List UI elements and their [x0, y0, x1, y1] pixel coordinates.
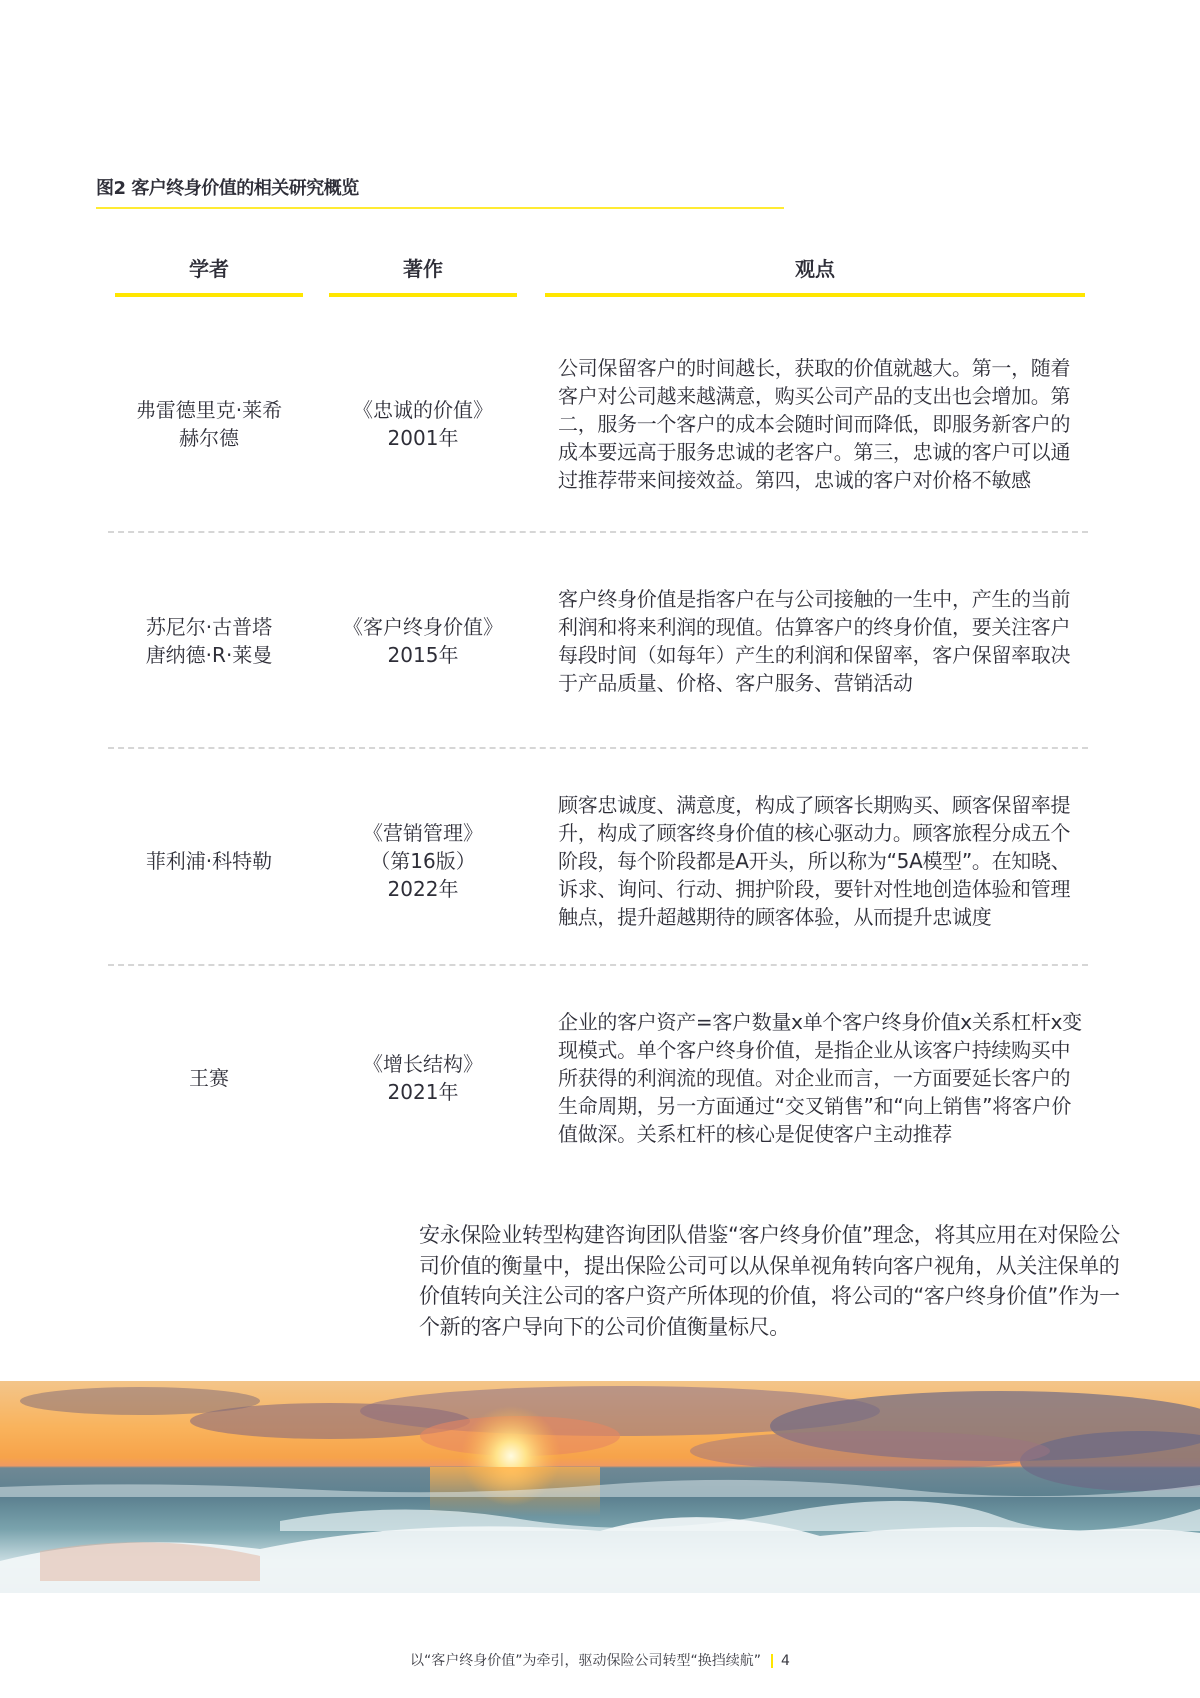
row-divider — [108, 747, 1088, 749]
footer-text: 以“客户终身价值”为牵引，驱动保险公司转型“换挡续航” — [410, 1653, 762, 1669]
header-underline — [329, 293, 517, 297]
table-row — [0, 994, 1200, 1162]
scholar-name: 弗雷德里克·莱希 — [135, 398, 283, 422]
view-cell: 公司保留客户的时间越长，获取的价值就越大。第一，随着客户对公司越来越满意，购买公司产品的支出也会增加。第二，服务一个客户的成本会随时间而降低，即服务新客户的成本要远高于服务忠诚的老客户。第三，忠诚的客户可以通过推荐带来间接效益。第四，忠诚的客户对价格不敏感 — [558, 356, 1071, 492]
work-cell — [329, 819, 517, 903]
work-year: 2001年 — [387, 426, 459, 450]
scholar-name: 赫尔德 — [179, 426, 239, 450]
work-title: 《忠诚的价值》 — [353, 398, 493, 422]
scholar-cell — [115, 1064, 303, 1092]
table-row — [0, 777, 1200, 945]
scholar-cell — [115, 847, 303, 875]
header-underline — [115, 293, 303, 297]
view-cell: 客户终身价值是指客户在与公司接触的一生中，产生的当前利润和将来利润的现值。估算客户的终身价值，要关注客户每段时间（如每年）产生的利润和保留率，客户保留率取决于产品质量、价格、客户服务、营销活动 — [558, 587, 1071, 695]
photo-illustration — [0, 1381, 1200, 1593]
work-edition: （第16版） — [370, 849, 476, 873]
column-header-view: 观点 — [795, 257, 835, 281]
footer-divider — [771, 1654, 773, 1668]
work-cell — [329, 396, 517, 452]
work-cell — [329, 613, 517, 669]
column-header-scholar: 学者 — [189, 257, 229, 281]
view-cell: 企业的客户资产=客户数量x单个客户终身价值x关系杠杆x变现模式。单个客户终身价值，是指企业从该客户持续购买中所获得的利润流的现值。对企业而言，一方面要延长客户的生命周期，另一方面通过“交叉销售”和“向上销售”将客户价值做深。关系杠杆的核心是促使客户主动推荐 — [558, 1010, 1082, 1146]
scholar-name: 苏尼尔·古普塔 — [145, 615, 273, 639]
work-title: 《客户终身价值》 — [343, 615, 503, 639]
scholar-cell — [115, 396, 303, 452]
sunset-sea-photo — [0, 1381, 1200, 1593]
figure-title-underline — [96, 207, 784, 209]
scholar-name: 菲利浦·科特勒 — [145, 849, 273, 873]
work-year: 2021年 — [387, 1080, 459, 1104]
work-year: 2015年 — [387, 643, 459, 667]
page-number: 4 — [781, 1653, 790, 1669]
scholar-name: 唐纳德·R·莱曼 — [145, 643, 273, 667]
column-header-work: 著作 — [403, 257, 443, 281]
row-divider — [108, 531, 1088, 533]
work-title: 《营销管理》 — [363, 821, 483, 845]
page-footer — [0, 1650, 1200, 1670]
scholar-cell — [115, 613, 303, 669]
scholar-name: 王赛 — [189, 1066, 229, 1090]
table-row — [0, 570, 1200, 712]
view-cell: 顾客忠诚度、满意度，构成了顾客长期购买、顾客保留率提升，构成了顾客终身价值的核心驱动力。顾客旅程分成五个阶段，每个阶段都是A开头，所以称为“5A模型”。在知晓、诉求、询问、行动、拥护阶段，要针对性地创造体验和管理触点，提升超越期待的顾客体验，从而提升忠诚度 — [558, 793, 1071, 929]
row-divider — [108, 964, 1088, 966]
header-underline — [545, 293, 1085, 297]
work-year: 2022年 — [387, 877, 459, 901]
work-title: 《增长结构》 — [363, 1052, 483, 1076]
table-row — [0, 340, 1200, 508]
figure-title: 图2 客户终身价值的相关研究概览 — [96, 178, 359, 199]
work-cell — [329, 1050, 517, 1106]
body-paragraph: 安永保险业转型构建咨询团队借鉴“客户终身价值”理念，将其应用在对保险公司价值的衡量中，提出保险公司可以从保单视角转向客户视角，从关注保单的价值转向关注公司的客户资产所体现的价值，将公司的“客户终身价值”作为一个新的客户导向下的公司价值衡量标尺。 — [419, 1223, 1120, 1339]
